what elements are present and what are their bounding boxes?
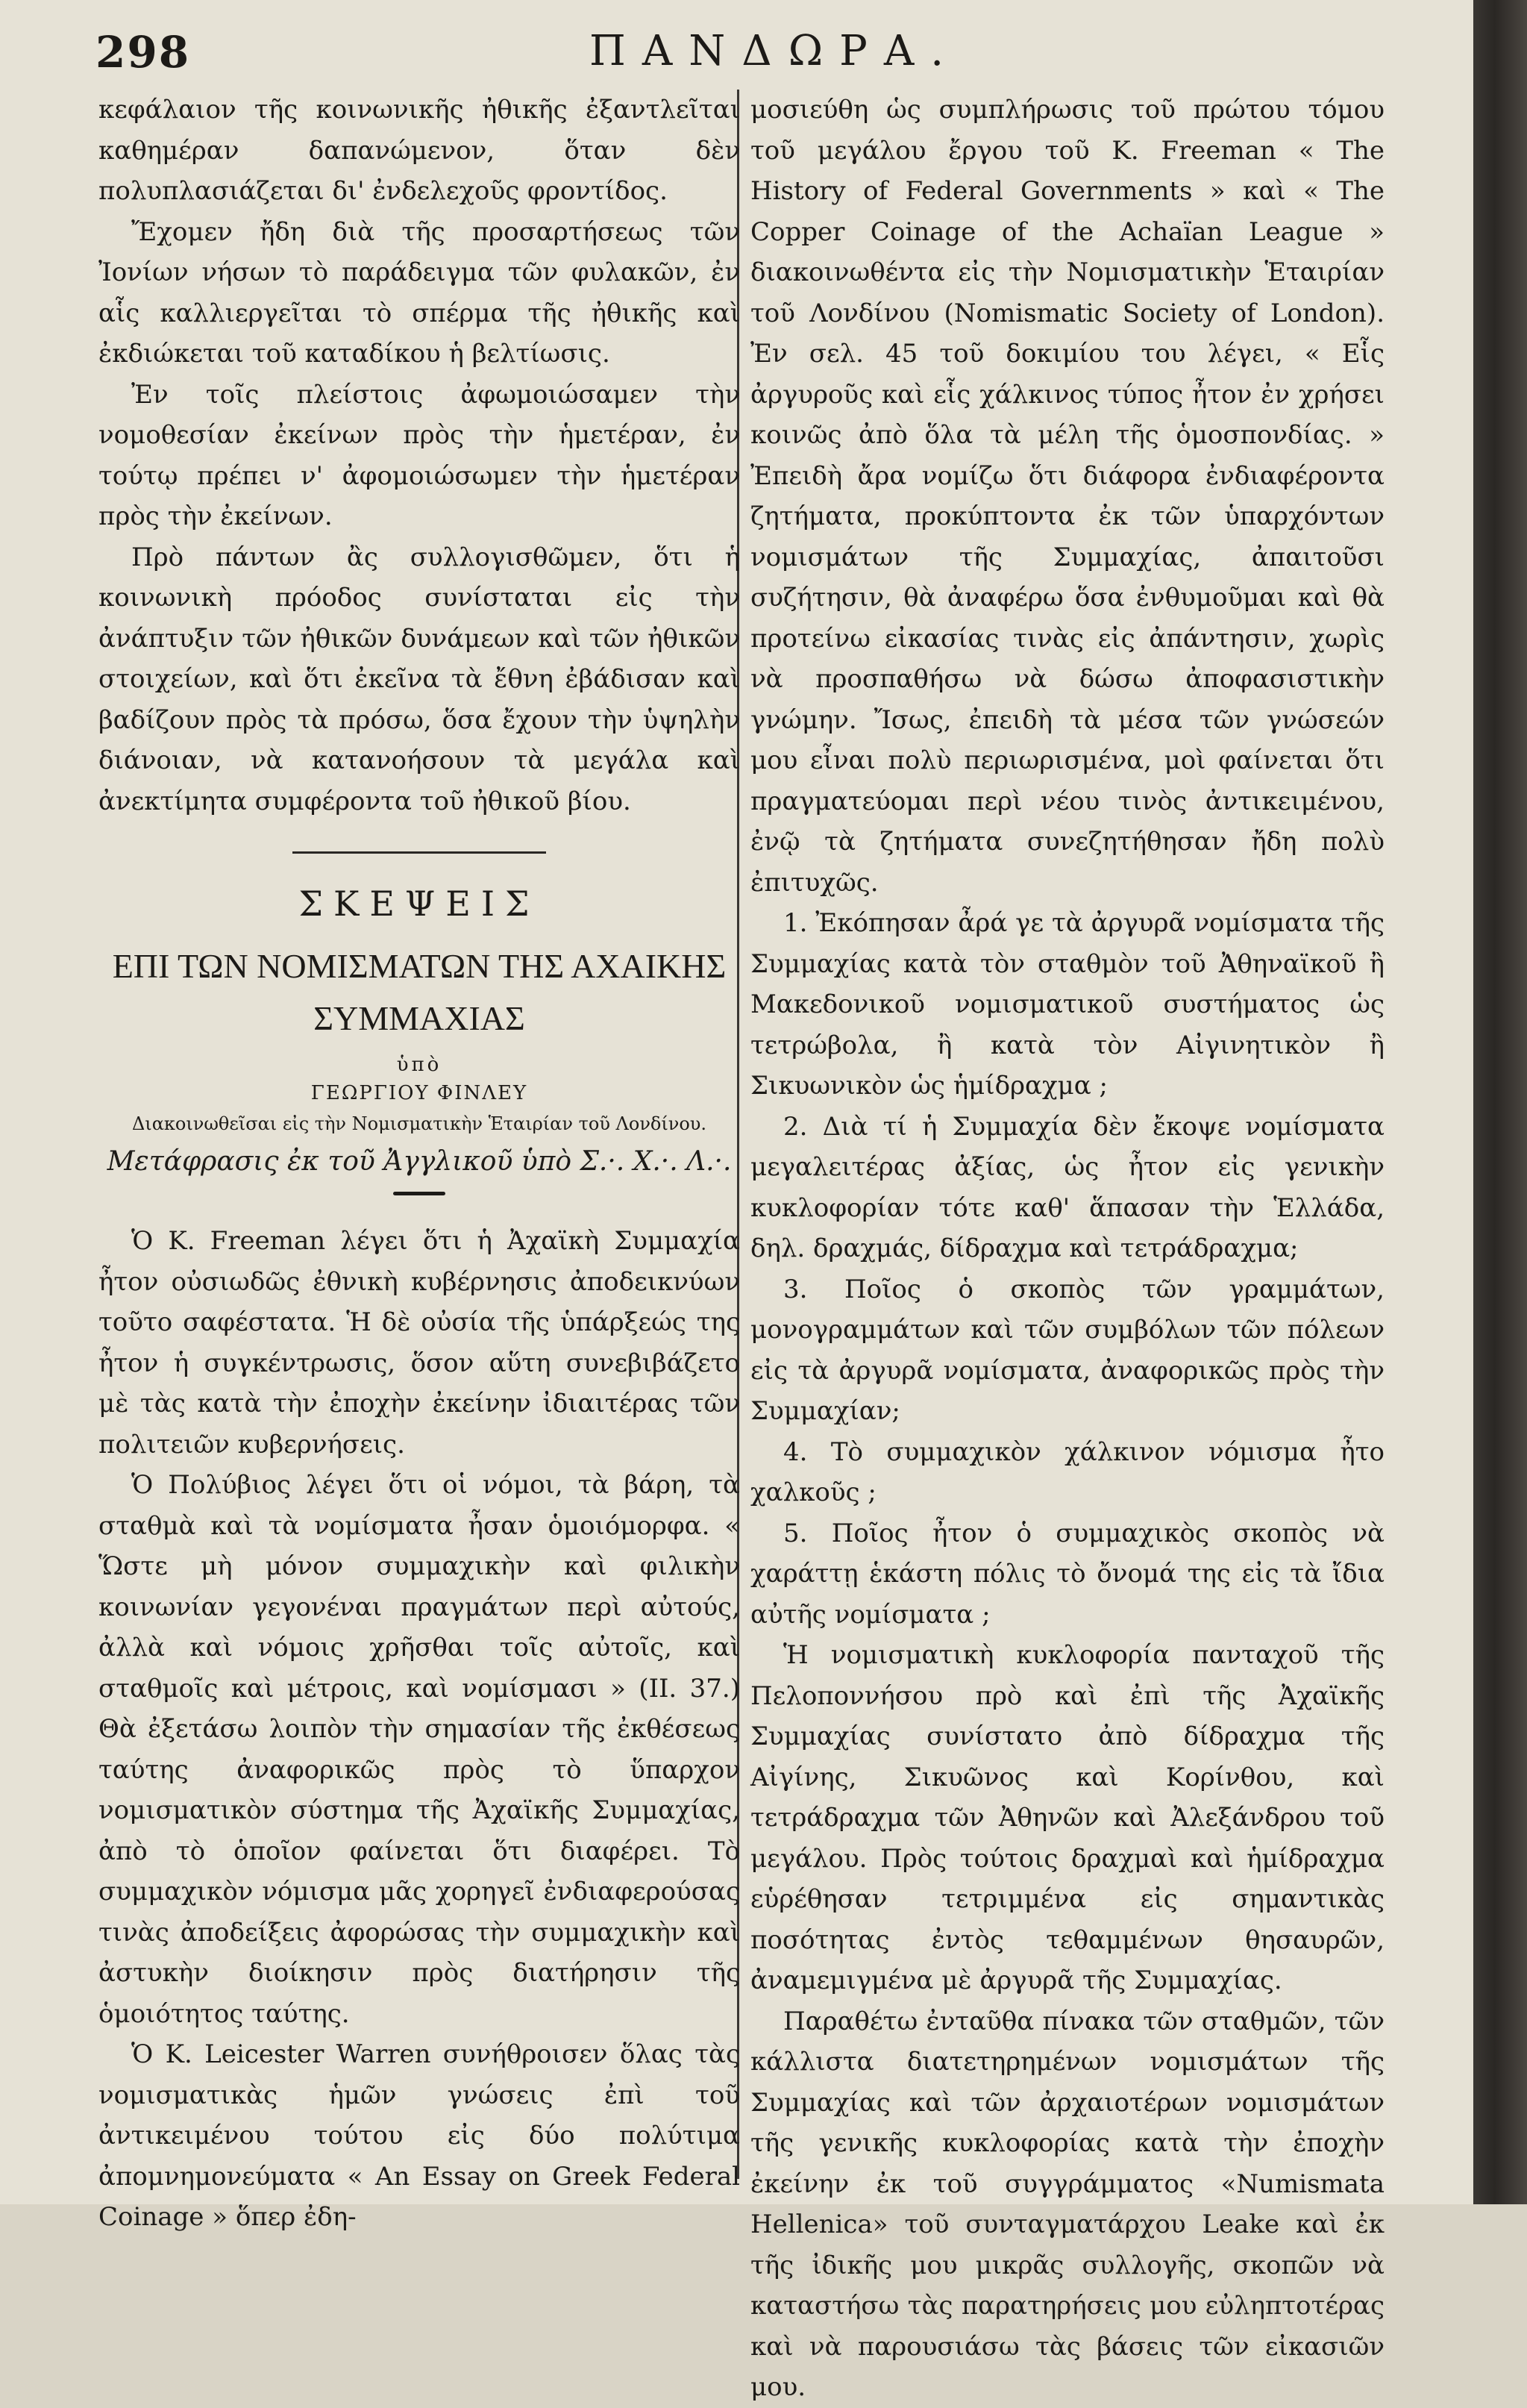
paragraph: μοσιεύθη ὡς συμπλήρωσις τοῦ πρώτου τόμου τοῦ μεγάλου ἔργου τοῦ Κ. Freeman « The History of Federal Governments » καὶ « The Copper Coinage of the Achaïan League » διακοινωθέντα εἰς τὴν Νομισματικὴν Ἑταιρίαν τοῦ Λονδίνου (Nomismatic Society of London). Ἐν σελ. 45 τοῦ δοκιμίου του λέγει, « Εἷς ἀργυροῦς καὶ εἷς χάλκινος τύπος ἦτον ἐν χρήσει κοινῶς ἀπὸ ὅλα τὰ μέλη τῆς ὁμοσπονδίας. » Ἐπειδὴ ἄρα νομίζω ὅτι διάφορα ἐνδιαφέροντα ζητήματα, προκύπτοντα ἐκ τῶν ὑπαρχόντων νομισμάτων τῆς Συμμαχίας, ἀπαιτοῦσι συζήτησιν, θὰ ἀναφέρω ὅσα ἐνθυμοῦμαι καὶ θὰ προτείνω εἰκασίας τινὰς εἰς ἀπάντησιν, χωρὶς νὰ προσπαθήσω νὰ δώσω ἀποφασιστικὴν γνώμην. Ἴσως, ἐπειδὴ τὰ μέσα τῶν γνώσεών μου εἶναι πολὺ περιωρισμένα, μοὶ φαίνεται ὅτι πραγματεύομαι περὶ νέου τινὸς ἀντικειμένου, ἐνῷ τὰ ζητήματα συνεζητήθησαν ἤδη πολὺ ἐπιτυχῶς. xyxy=(750,95,1385,898)
article-subtitle-line-1: ΕΠΙ ΤΩΝ ΝΟΜΙΣΜΑΤΩΝ ΤΗΣ ΑΧΑΙΚΗΣ xyxy=(112,947,727,985)
paragraph: Ὁ Κ. Freeman λέγει ὅτι ἡ Ἀχαϊκὴ Συμμαχία ἦτον οὐσιωδῶς ἐθνικὴ κυβέρνησις ἀποδεικνύων τοῦτο σαφέστατα. Ἡ δὲ οὐσία τῆς ὑπάρξεώς της ἦτον ἡ συγκέντρωσις, ὅσον αὕτη συνεβιβάζετο μὲ τὰς κατὰ τὴν ἐποχὴν ἐκείνην ἰδιαιτέρας τῶν πολιτειῶν κυβερνήσεις. xyxy=(98,1226,740,1460)
paragraph: Ἔχομεν ἤδη διὰ τῆς προσαρτήσεως τῶν Ἰονίων νήσων τὸ παράδειγμα τῶν φυλακῶν, ἐν αἷς καλλιεργεῖται τὸ σπέρμα τῆς ἠθικῆς καὶ ἐκδιώκεται τοῦ καταδίκου ἡ βελτίωσις. xyxy=(98,216,740,369)
numbered-question: 3. Ποῖος ὁ σκοπὸς τῶν γραμμάτων, μονογραμμάτων καὶ τῶν συμβόλων τῶν πόλεων εἰς τὰ ἀργυρᾶ νομίσματα, ἀναφορικῶς πρὸς τὴν Συμμαχίαν; xyxy=(750,1274,1385,1426)
paragraph: Ὁ Κ. Leicester Warren συνήθροισεν ὅλας τὰς νομισματικὰς ἡμῶν γνώσεις ἐπὶ τοῦ ἀντικειμένου τούτου εἰς δύο πολύτιμα ἀπομνημονεύματα « An Essay on Greek Federal Coinage » ὅπερ ἐδη- xyxy=(98,2039,740,2232)
paragraph: Ὁ Πολύβιος λέγει ὅτι οἱ νόμοι, τὰ βάρη, τὰ σταθμὰ καὶ τὰ νομίσματα ἦσαν ὁμοιόμορφα. « Ὥστε μὴ μόνον συμμαχικὴν καὶ φιλικὴν κοινωνίαν γεγονέναι πραγμάτων περὶ αὐτούς, ἀλλὰ καὶ νόμοις χρῆσθαι τοῖς αὐτοῖς, καὶ σταθμοῖς καὶ μέτροις, καὶ νομίσμασι » (II. 37.) Θὰ ἐξετάσω λοιπὸν τὴν σημασίαν τῆς ἐκθέσεως ταύτης ἀναφορικῶς πρὸς τὸ ὕπαρχον νομισματικὸν σύστημα τῆς Ἀχαϊκῆς Συμμαχίας, ἀπὸ τὸ ὁποῖον φαίνεται ὅτι διαφέρει. Τὸ συμμαχικὸν νόμισμα μᾶς χορηγεῖ ἐνδιαφερούσας τινὰς ἀποδείξεις ἀφορώσας τὴν συμμαχικὴν καὶ ἀστυκὴν διοίκησιν πρὸς διατήρησιν τῆς ὁμοιότητος ταύτης. xyxy=(98,1470,740,2029)
numbered-question: 1. Ἐκόπησαν ἆρά γε τὰ ἀργυρᾶ νομίσματα τῆς Συμμαχίας κατὰ τὸν σταθμὸν τοῦ Ἀθηναϊκοῦ ἢ Μακεδονικοῦ νομισματικοῦ συστήματος ὡς τετρώβολα, ἢ κατὰ τὸν Αἰγινητικὸν ἢ Σικυωνικὸν ὡς ἡμίδραχμα ; xyxy=(750,908,1385,1101)
paragraph: κεφάλαιον τῆς κοινωνικῆς ἠθικῆς ἐξαντλεῖται καθημέραν δαπανώμενον, ὅταν δὲν πολυπλασιάζεται δι' ἐνδελεχοῦς φροντίδος. xyxy=(98,95,740,206)
numbered-question: 5. Ποῖος ἦτον ὁ συμμαχικὸς σκοπὸς νὰ χαράττῃ ἑκάστη πόλις τὸ ὄνομά της εἰς τὰ ἴδια αὐτῆς νομίσματα ; xyxy=(750,1518,1385,1630)
left-column xyxy=(98,90,740,2238)
article-title: ΣΚΕΨΕΙΣ xyxy=(298,884,540,924)
paragraph: Ἡ νομισματικὴ κυκλοφορία πανταχοῦ τῆς Πελοποννήσου πρὸ καὶ ἐπὶ τῆς Ἀχαϊκῆς Συμμαχίας συνίστατο ἀπὸ δίδραχμα τῆς Αἰγίνης, Σικυῶνος καὶ Κορίνθου, καὶ τετράδραχμα τῶν Ἀθηνῶν καὶ Ἀλεξάνδρου τοῦ μεγάλου. Πρὸς τούτοις δραχμαὶ καὶ ἡμίδραχμα εὑρέθησαν τετριμμένα εἰς σημαντικὰς ποσότητας ἐντὸς τεθαμμένων θησαυρῶν, ἀναμεμιγμένα μὲ ἀργυρᾶ τῆς Συμμαχίας. xyxy=(750,1640,1385,1995)
article-author: ΓΕΩΡΓΙΟΥ ΦΙΝΛΕΥ xyxy=(310,1082,528,1104)
paragraph: Πρὸ πάντων ἂς συλλογισθῶμεν, ὅτι ἡ κοινωνικὴ πρόοδος συνίσταται εἰς τὴν ἀνάπτυξιν τῶν ἠθικῶν δυνάμεων καὶ τῶν ἠθικῶν στοιχείων, καὶ ὅτι ἐκεῖνα τὰ ἔθνη ἐβάδισαν καὶ βαδίζουν πρὸς τὰ πρόσω, ὅσα ἔχουν τὴν ὑψηλὴν διάνοιαν, νὰ κατανοήσουν τὰ μεγάλα καὶ ἀνεκτίμητα συμφέροντα τοῦ ἠθικοῦ βίου. xyxy=(98,542,740,816)
presentation-note: Διακοινωθεῖσαι εἰς τὴν Νομισματικὴν Ἑταιρίαν τοῦ Λονδίνου. xyxy=(131,1113,707,1134)
article-subtitle-line-2: ΣΥΜΜΑΧΙΑΣ xyxy=(313,999,525,1037)
right-column xyxy=(750,90,1385,2408)
ornament-divider xyxy=(98,1184,740,1198)
numbered-question: 2. Διὰ τί ἡ Συμμαχία δὲν ἔκοψε νομίσματα μεγαλειτέρας ἀξίας, ὡς ἦτον εἰς γενικὴν κυκλοφορίαν τότε καθ' ἅπασαν τὴν Ἑλλάδα, δηλ. δραχμάς, δίδραχμα καὶ τετράδραχμα; xyxy=(750,1111,1385,1263)
book-binding-edge xyxy=(1473,0,1527,2204)
byline-preposition: ὑπὸ xyxy=(396,1054,442,1076)
running-head: ΠΑΝΔΩΡΑ. xyxy=(589,27,961,75)
page-number: 298 xyxy=(95,27,191,78)
paragraph: Ἐν τοῖς πλείστοις ἀφωμοιώσαμεν τὴν νομοθεσίαν ἐκείνων πρὸς τὴν ἡμετέραν, ἐν τούτῳ πρέπει ν' ἀφομοιώσωμεν τὴν ἡμετέραν πρὸς τὴν ἐκείνων. xyxy=(98,379,740,531)
paragraph: Παραθέτω ἐνταῦθα πίνακα τῶν σταθμῶν, τῶν κάλλιστα διατετηρημένων νομισμάτων τῆς Συμμαχίας καὶ τῶν ἀρχαιοτέρων νομισμάτων τῆς γενικῆς κυκλοφορίας κατὰ τὴν ἐποχὴν ἐκείνην ἐκ τοῦ συγγράμματος «Numismata Hellenica» τοῦ συνταγματάρχου Leake καὶ ἐκ τῆς ἰδικῆς μου μικρᾶς συλλογῆς, σκοπῶν νὰ καταστήσω τὰς παρατηρήσεις μου εὐληπτοτέρας καὶ νὰ παρουσιάσω τὰς βάσεις τῶν εἰκασιῶν μου. xyxy=(750,2006,1385,2402)
numbered-question: 4. Τὸ συμμαχικὸν χάλκινον νόμισμα ἦτο χαλκοῦς ; xyxy=(750,1436,1385,1507)
translation-note: Μετάφρασις ἐκ τοῦ Ἀγγλικοῦ ὑπὸ Σ.·. Χ.·. Λ.·. xyxy=(107,1146,732,1177)
article-separator-rule xyxy=(292,851,546,854)
